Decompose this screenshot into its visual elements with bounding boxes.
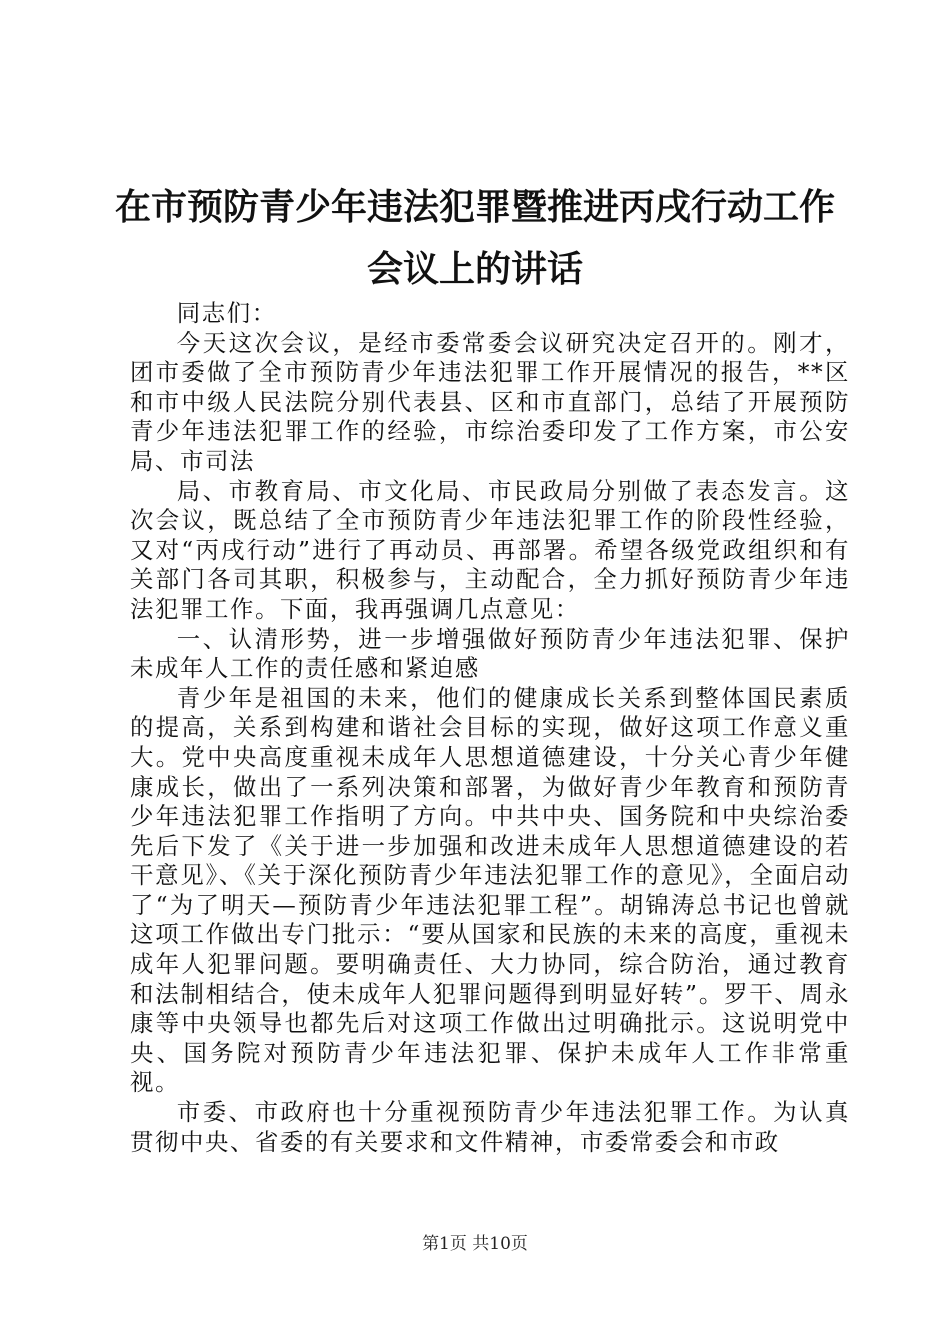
salutation: 同志们：	[176, 299, 277, 327]
body-paragraph: 今天这次会议，是经市委常委会议研究决定召开的。刚才，团市委做了全市预防青少年违法犯罪工作开展情况的报告，**区和市中级人民法院分别代表县、区和市直部门，总结了开展预防青少年违法犯罪工作的经验，市综治委印发了工作方案，市公安局、市司法	[130, 328, 850, 475]
section-heading: 一、认清形势，进一步增强做好预防青少年违法犯罪、保护未成年人工作的责任感和紧迫感	[130, 624, 850, 683]
document-body	[130, 299, 850, 1157]
document-title-line1: 在市预防青少年违法犯罪暨推进丙戌行动工作	[114, 187, 835, 228]
body-paragraph: 青少年是祖国的未来，他们的健康成长关系到整体国民素质的提高，关系到构建和谐社会目标的实现，做好这项工作意义重大。党中央高度重视未成年人思想道德建设，十分关心青少年健康成长，做出了一系列决策和部署，为做好青少年教育和预防青少年违法犯罪工作指明了方向。中共中央、国务院和中央综治委先后下发了《关于进一步加强和改进未成年人思想道德建设的若干意见》、《关于深化预防青少年违法犯罪工作的意见》，全面启动了“为了明天—预防青少年违法犯罪工程”。胡锦涛总书记也曾就这项工作做出专门批示：“要从国家和民族的未来的高度，重视未成年人犯罪问题。要明确责任、大力协同，综合防治，通过教育和法制相结合，使未成年人犯罪问题得到明显好转”。罗干、周永康等中央领导也都先后对这项工作做出过明确批示。这说明党中央、国务院对预防青少年违法犯罪、保护未成年人工作非常重视。	[130, 683, 850, 1097]
document-title-line2: 会议上的讲话	[366, 249, 583, 290]
body-paragraph: 市委、市政府也十分重视预防青少年违法犯罪工作。为认真贯彻中央、省委的有关要求和文件精神，市委常委会和市政	[130, 1098, 850, 1156]
page-footer: 第1页 共10页	[422, 1234, 528, 1254]
body-paragraph: 局、市教育局、市文化局、市民政局分别做了表态发言。这次会议，既总结了全市预防青少年违法犯罪工作的阶段性经验，又对“丙戌行动”进行了再动员、再部署。希望各级党政组织和有关部门各司其职，积极参与，主动配合，全力抓好预防青少年违法犯罪工作。下面，我再强调几点意见：	[130, 476, 850, 623]
